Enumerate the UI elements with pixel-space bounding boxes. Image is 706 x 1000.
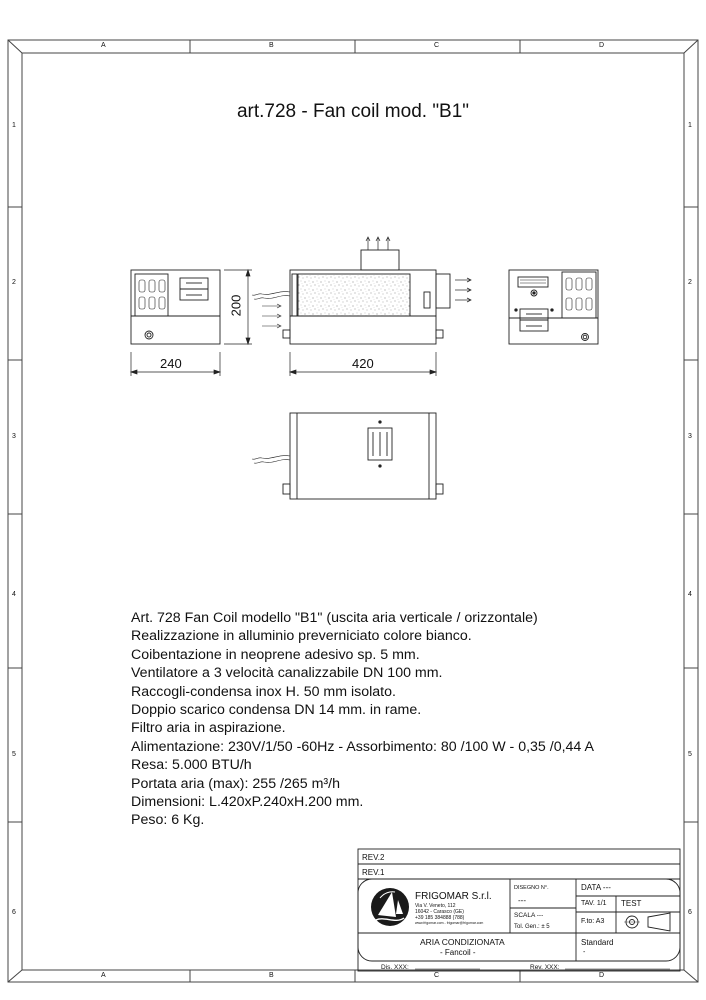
col-label-a: A (101, 42, 106, 49)
row-label-2-right: 2 (688, 279, 692, 286)
date-label: DATA --- (581, 883, 611, 892)
description-line-1: ARIA CONDIZIONATA (420, 937, 505, 947)
company-name: FRIGOMAR S.r.l. (415, 891, 492, 902)
col-label-c: C (434, 42, 440, 49)
drawing-number-value: --- (518, 896, 526, 905)
row-label-5: 5 (12, 751, 16, 758)
col-label-c-bottom: C (434, 972, 440, 979)
revision-label: Rev. XXX: (530, 964, 560, 971)
spec-line: Art. 728 Fan Coil modello "B1" (uscita aria verticale / orizzontale) (131, 610, 538, 626)
col-label-b-bottom: B (269, 972, 274, 979)
rear-view (509, 270, 598, 344)
row-label-1: 1 (12, 122, 16, 129)
rev2-label: REV.2 (362, 853, 385, 862)
company-web: www.frigomar.com - frigomar@frigomar.com (415, 921, 484, 925)
row-label-2: 2 (12, 279, 16, 286)
spec-line: Raccogli-condensa inox H. 50 mm isolato. (131, 683, 396, 700)
material-label: Standard (581, 938, 614, 947)
description-line-2: - Fancoil - (440, 948, 476, 957)
spec-line: Resa: 5.000 BTU/h (131, 757, 252, 774)
spec-list (131, 609, 594, 830)
spec-line: Filtro aria in aspirazione. (131, 720, 286, 737)
drawing-number-label: DISEGNO N°. (514, 885, 549, 891)
dim-length: 420 (352, 356, 374, 371)
designer-label: Dis. XXX: (381, 964, 409, 971)
side-view (131, 270, 220, 344)
spec-line: Dimensioni: L.420xP.240xH.200 mm. (131, 794, 364, 811)
col-label-d-bottom: D (599, 972, 605, 979)
top-view (252, 413, 443, 499)
spec-line: Portata aria (max): 255 /265 m³/h (131, 775, 340, 792)
spec-line: Coibentazione in neoprene adesivo sp. 5 mm. (131, 646, 420, 663)
scale-label: SCALA --- (514, 912, 544, 919)
company-address-1: Via V. Veneto, 112 (415, 903, 456, 909)
drawing-title: art.728 - Fan coil mod. "B1" (236, 101, 470, 122)
company-phone: +39 185 384888 (788) (415, 915, 465, 921)
spec-line: Ventilatore a 3 velocità canalizzabile DN 100 mm. (131, 665, 443, 682)
row-label-4-right: 4 (688, 591, 692, 598)
front-view (283, 250, 450, 344)
material-sub: - (583, 949, 586, 956)
row-label-1-right: 1 (688, 122, 692, 129)
row-label-3-right: 3 (688, 433, 692, 440)
company-address-2: 16042 - Carasco (GE) (415, 909, 464, 915)
rev1-label: REV.1 (362, 868, 385, 877)
spec-line: Realizzazione in alluminio preverniciato colore bianco. (131, 628, 472, 645)
row-label-6: 6 (12, 909, 16, 916)
col-label-b: B (269, 42, 274, 49)
col-label-a-bottom: A (101, 972, 106, 979)
row-label-4: 4 (12, 591, 16, 598)
spec-line: Doppio scarico condensa DN 14 mm. in rame. (131, 702, 422, 719)
spec-line: Alimentazione: 230V/1/50 -60Hz - Assorbimento: 80 /100 W - 0,35 /0,44 A (131, 738, 594, 755)
test-label: TEST (621, 899, 642, 908)
row-label-6-right: 6 (688, 909, 692, 916)
format-label: F.to: A3 (581, 918, 605, 925)
dim-depth: 240 (160, 356, 182, 371)
row-label-5-right: 5 (688, 751, 692, 758)
dim-height: 200 (228, 294, 244, 317)
tolerance-label: Tol. Gen.: ± 5 (514, 924, 550, 930)
frigomar-logo (371, 888, 409, 926)
spec-line: Peso: 6 Kg. (131, 812, 205, 829)
sheet-label: TAV. 1/1 (581, 900, 607, 907)
row-label-3: 3 (12, 433, 16, 440)
col-label-d: D (599, 42, 605, 49)
